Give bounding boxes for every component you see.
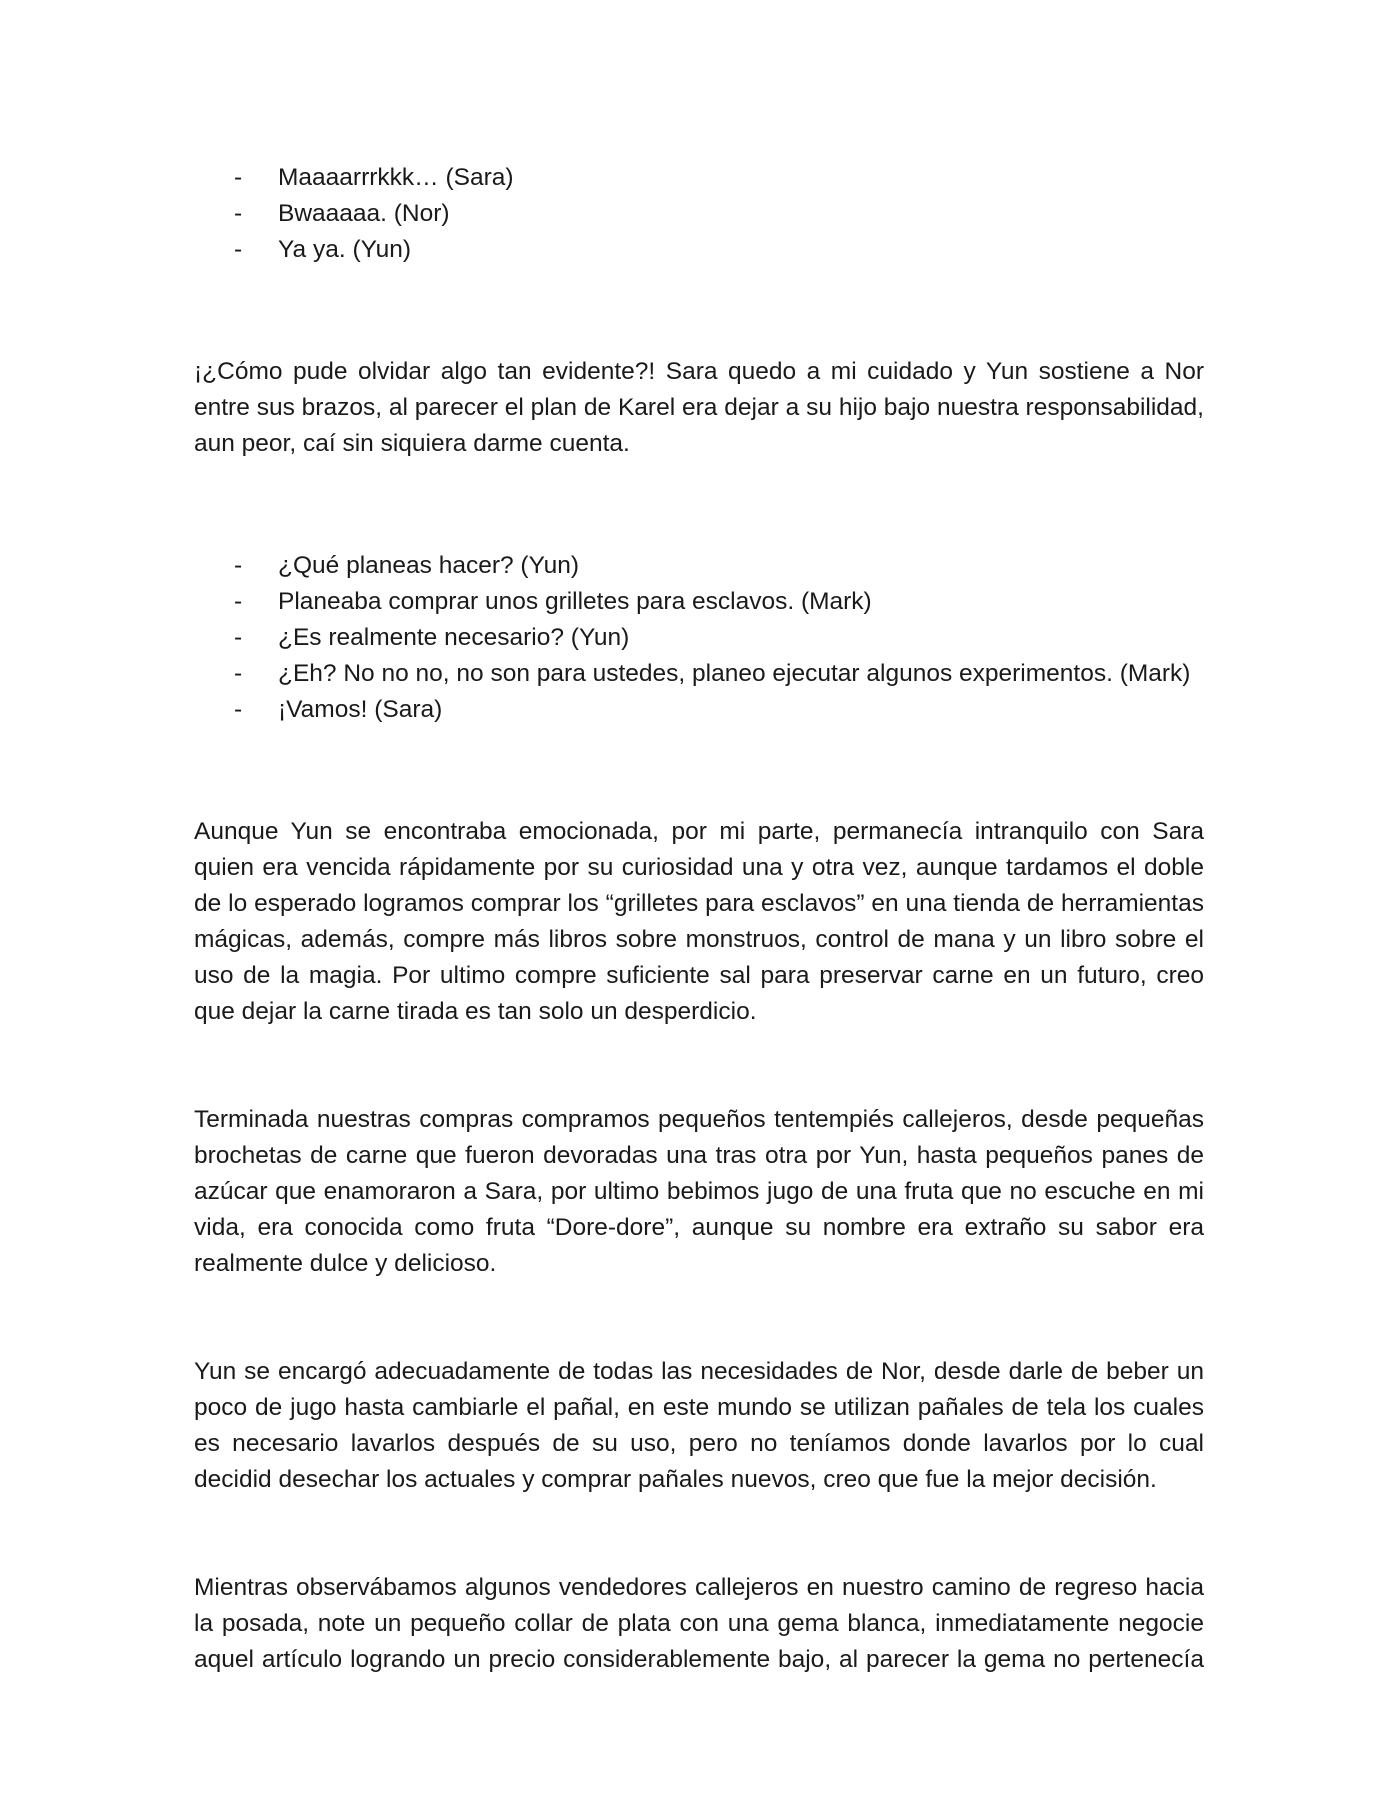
dialog-text: Bwaaaaa. (Nor) [278,200,450,227]
dialog-dash: - [234,236,243,263]
paragraph-2: Aunque Yun se encontraba emocionada, por mi parte, permanecía intranquilo con Sara quien era vencida rápidamente por su curiosidad una y otra vez, aunque tardamos el doble de lo esperado logramos comprar los “grilletes para esclavos” en una tienda de herramientas mágicas, además, compre más libros sobre monstruos, control de mana y un libro sobre el uso de la magia. Por ultimo compre suficiente sal para preservar carne en un futuro, creo que dejar la carne tirada es tan solo un desperdicio. [194,818,1204,1025]
dialog-text: Maaaarrrkkk… (Sara) [278,164,514,191]
dialog-line [194,620,1204,656]
dialog-line [194,692,1204,728]
dialog-line [194,656,1204,692]
paragraph-3: Terminada nuestras compras compramos pequeños tentempiés callejeros, desde pequeñas brochetas de carne que fueron devoradas una tras otra por Yun, hasta pequeños panes de azúcar que enamoraron a Sara, por ultimo bebimos jugo de una fruta que no escuche en mi vida, era conocida como fruta “Dore-dore”, aunque su nombre era extraño su sabor era realmente dulce y delicioso. [194,1106,1204,1277]
dialog-text: ¿Es realmente necesario? (Yun) [278,624,630,651]
dialog-dash: - [234,660,243,687]
dialog-line [194,196,1204,232]
paragraph-4: Yun se encargó adecuadamente de todas las necesidades de Nor, desde darle de beber un poco de jugo hasta cambiarle el pañal, en este mundo se utilizan pañales de tela los cuales es necesario lavarlos después de su uso, pero no teníamos donde lavarlos por lo cual decidid desechar los actuales y comprar pañales nuevos, creo que fue la mejor decisión. [194,1358,1204,1493]
dialog-text: ¿Eh? No no no, no son para ustedes, planeo ejecutar algunos experimentos. (Mark) [278,660,1191,687]
dialog-dash: - [234,552,243,579]
dialog-line [194,584,1204,620]
dialog-line [194,160,1204,196]
dialog-text: Planeaba comprar unos grilletes para esclavos. (Mark) [278,588,872,615]
dialog-dash: - [234,624,243,651]
dialog-text: Ya ya. (Yun) [278,236,412,263]
dialog-dash: - [234,588,243,615]
dialog-text: ¿Qué planeas hacer? (Yun) [278,552,579,579]
dialog-dash: - [234,164,243,191]
paragraph-5: Mientras observábamos algunos vendedores callejeros en nuestro camino de regreso hacia la posada, note un pequeño collar de plata con una gema blanca, inmediatamente negocie aquel artículo logrando un precio considerablemente bajo, al parecer la gema no pertenecía [194,1574,1204,1673]
dialog-dash: - [234,200,243,227]
dialog-line [194,232,1204,268]
dialog-line [194,548,1204,584]
dialog-list-1 [194,160,1204,268]
dialog-text: ¡Vamos! (Sara) [278,696,443,723]
dialog-dash: - [234,696,243,723]
document-page [194,160,1204,1678]
dialog-list-2 [194,548,1204,728]
paragraph-1: ¡¿Cómo pude olvidar algo tan evidente?! Sara quedo a mi cuidado y Yun sostiene a Nor entre sus brazos, al parecer el plan de Karel era dejar a su hijo bajo nuestra responsabilidad, aun peor, caí sin siquiera darme cuenta. [194,358,1204,457]
